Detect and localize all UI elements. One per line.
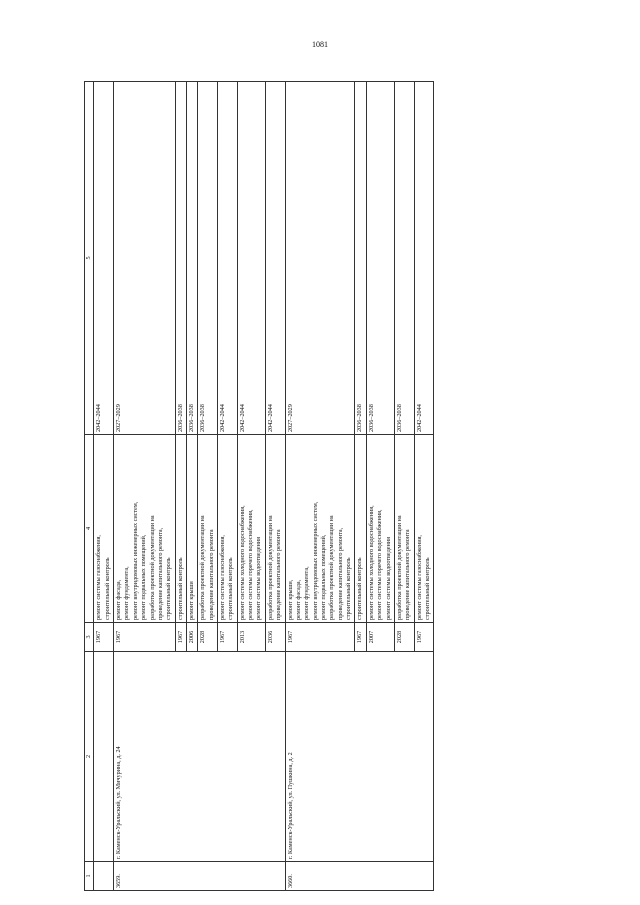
- work-type-cell: ремонт системы газоснабжения, строительный контроль: [414, 435, 434, 623]
- year-cell: 1967: [94, 623, 114, 652]
- address-cell: [94, 652, 114, 862]
- work-type-cell: строительный контроль: [355, 435, 366, 623]
- year-cell: 1967: [355, 623, 366, 652]
- period-cell: 2036–2038: [198, 82, 218, 435]
- work-type-cell: ремонт крыши: [186, 435, 197, 623]
- repair-schedule-table: [84, 81, 434, 891]
- period-cell: 2036–2038: [366, 82, 394, 435]
- table-wrapper: [84, 81, 504, 891]
- header-col-3: 3: [85, 623, 94, 652]
- work-type-cell: ремонт системы газоснабжения, строительный контроль: [218, 435, 238, 623]
- work-type-cell: разработка проектной документации на проведение капитального ремонта: [265, 435, 285, 623]
- table-row: [285, 82, 355, 891]
- rotated-table-area: [84, 81, 504, 891]
- year-cell: 1967: [114, 623, 176, 652]
- header-col-4: 4: [85, 435, 94, 623]
- period-cell: 2042–2044: [218, 82, 238, 435]
- work-type-cell: разработка проектной документации на проведение капитального ремонта: [198, 435, 218, 623]
- table-body: [94, 82, 434, 891]
- table-row: [114, 82, 176, 891]
- header-col-2: 2: [85, 652, 94, 862]
- header-row: [85, 82, 94, 891]
- row-number-cell: 3660.: [285, 862, 434, 891]
- period-cell: 2042–2044: [414, 82, 434, 435]
- work-type-cell: ремонт системы газоснабжения, строительный контроль: [94, 435, 114, 623]
- page-number: 1081: [312, 40, 328, 49]
- row-number-cell: [94, 862, 114, 891]
- year-cell: 2006: [186, 623, 197, 652]
- row-number-cell: 3659.: [114, 862, 285, 891]
- year-cell: 2028: [198, 623, 218, 652]
- year-cell: 2036: [265, 623, 285, 652]
- work-type-cell: ремонт крыши, ремонт фасада, ремонт фундамента, ремонт внутридомовых инженерных систем, ремонт подвальных помещений, разработка проектной документации на проведение капитального ремонта, строительный контроль: [285, 435, 355, 623]
- work-type-cell: ремонт фасада, ремонт фундамента, ремонт внутридомовых инженерных систем, ремонт подвальных помещений, разработка проектной документации на проведение капитального ремонта, строительный контроль: [114, 435, 176, 623]
- period-cell: 2027–2029: [114, 82, 176, 435]
- work-type-cell: строительный контроль: [175, 435, 186, 623]
- work-type-cell: разработка проектной документации на проведение капитального ремонта: [394, 435, 414, 623]
- work-type-cell: ремонт системы холодного водоснабжения, ремонт системы горячего водоснабжения, ремонт системы водоотведения: [237, 435, 265, 623]
- period-cell: 2042–2044: [265, 82, 285, 435]
- header-col-1: 1: [85, 862, 94, 891]
- period-cell: 2042–2044: [237, 82, 265, 435]
- table-row: [94, 82, 114, 891]
- year-cell: 2013: [237, 623, 265, 652]
- period-cell: 2036–2038: [355, 82, 366, 435]
- address-cell: г. Каменск-Уральский, ул. Мичурина, д. 24: [114, 652, 285, 862]
- year-cell: 2028: [394, 623, 414, 652]
- period-cell: 2036–2038: [186, 82, 197, 435]
- year-cell: 1967: [218, 623, 238, 652]
- work-type-cell: ремонт системы холодного водоснабжения, ремонт системы горячего водоснабжения, ремонт системы водоотведения: [366, 435, 394, 623]
- period-cell: 2036–2038: [394, 82, 414, 435]
- year-cell: 1967: [175, 623, 186, 652]
- year-cell: 1967: [414, 623, 434, 652]
- year-cell: 2007: [366, 623, 394, 652]
- header-col-5: 5: [85, 82, 94, 435]
- period-cell: 2042–2044: [94, 82, 114, 435]
- address-cell: г. Каменск-Уральский, ул. Пушкина, д. 2: [285, 652, 434, 862]
- period-cell: 2027–2029: [285, 82, 355, 435]
- period-cell: 2036–2038: [175, 82, 186, 435]
- year-cell: 1967: [285, 623, 355, 652]
